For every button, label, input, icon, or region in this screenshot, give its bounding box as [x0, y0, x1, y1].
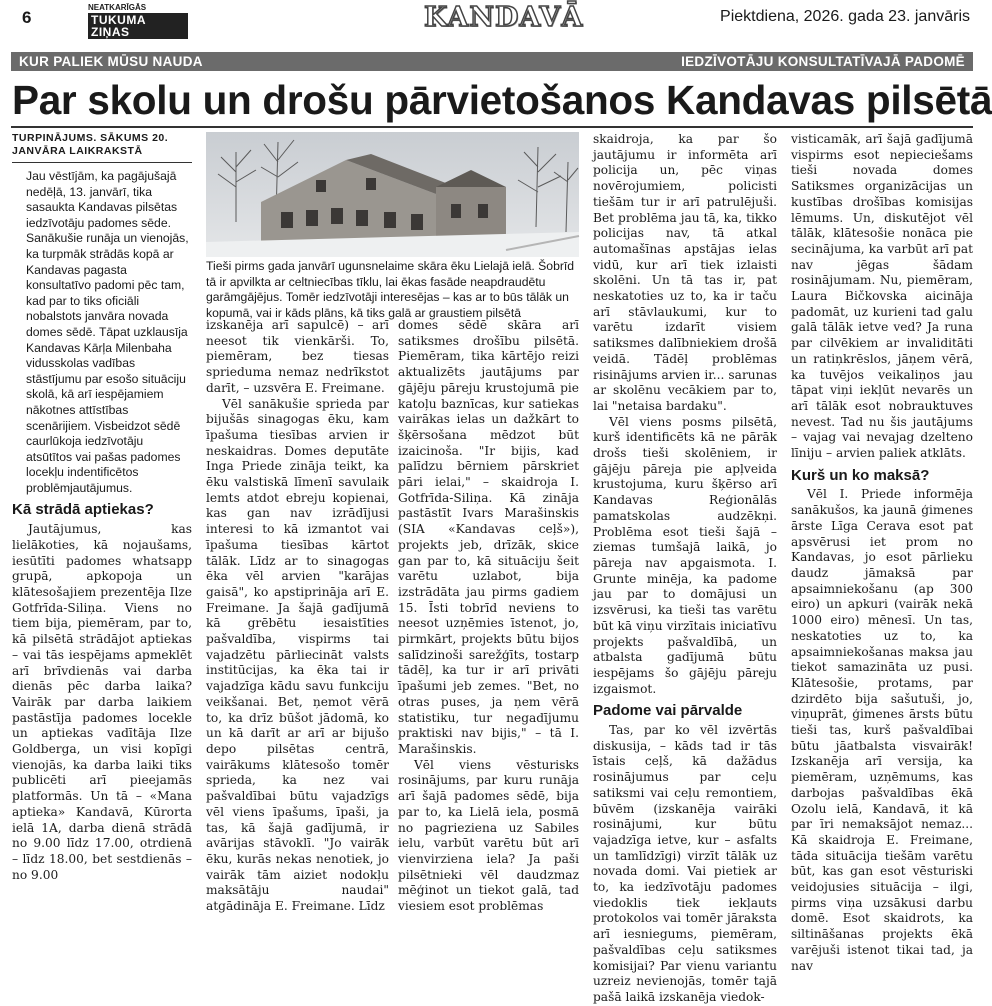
article-column-4 [593, 132, 777, 1004]
burned-building-photo [206, 132, 579, 257]
subheading-who-pays: Kurš un ko maksā? [791, 466, 930, 484]
page-header [0, 0, 984, 39]
paragraph: Jautājumus, kas lielākoties, kā nojaušams, iesūtīti padomes whatsapp grupā, apkopoja un klātesošajiem prezentēja Ilze Gotfrīda-Siliņa. Viens no tiem bija, piemēram, par to, kā pilsētā strādājot aptiekas – vai tās iespējams apmeklēt arī brīvdienās vai darba dienās pēc darba laika? Vairāk par darba laikiem pastāstīja padomes locekle un aptiekas vadītāja Ilze Goldberga, un visi kopīgi vienojās, ka darba laiki tiks publicēti arī pieejamās platformās. Un tā – «Mana aptieka» Kandavā, Kūrorta ielā 1A, darba dienā strādā no 9.00 līdz 17.00, otrdienā – līdz 18.00, bet sestdienās – no 9.00 [12, 522, 192, 882]
newspaper-masthead [88, 3, 188, 39]
photo-caption: Tieši pirms gada janvārī ugunsnelaime skāra ēku Lielajā ielā. Šobrīd tā ir apvilkta ar celtniecības tīklu, lai ēkas fasāde neapdraudētu garāmgājējus. Tomēr iedzīvotāji interesējas – kas ar to būs tālāk un kopumā, vai ir kāds plāns, kā tiks galā ar graustiem pilsētā [206, 259, 575, 320]
rubric-bar [11, 52, 973, 71]
paragraph: Vēl I. Priede informēja sanākušos, ka jaunā ģimenes ārste Līga Cerava esot pat apsvērusi iet prom no Kandavas, jo esot pārlieku daudz jāmaksā par apsaimniekošanu (ap 300 eiro) un apkuri (vairāk nekā 1000 eiro) mēnesī. Un tas, neskatoties uz to, ka apsaimniekošanas maksa jau tiekot samazināta uz pusi. Klātesošie, protams, par dzirdēto bija sašutuši, jo, viņuprāt, ģimenes ārsts būtu tieši tas, kurš pašvaldībai būtu jāatbalsta visvairāk! Izskanēja arī versija, ka piemēram, uzņēmums, kas darbojas pašvaldības ēkā Ozolu ielā, Kandavā, it kā par īri nemaksājot nemaz... Kā skaidroja E. Freimane, tāda situācija tiešām varētu būt, kas gan esot vēsturiski veidojusies situācija – ilgi, pirms viņa uzsākusi darbu domē. Esot skaidrots, ka siltināšanas projekts ēkā varējuši istenot tikai tad, ja nav [791, 487, 973, 973]
article-column-3 [398, 318, 579, 914]
masthead-title: TUKUMA ZIŅAS [88, 13, 188, 39]
paragraph: Vēl viens vēsturisks rosinājums, par kuru runāja arī šajā padomes sēdē, bija par to, ka Lielā iela, posmā no pagrieziena uz Sabiles ielu, varbūt varētu būt arī vienvirziena iela? Ja paši pilsētnieki vēl daudzmaz mēģinot un tiekot galā, tad viesiem esot problēmas [398, 757, 579, 914]
article-photo [206, 132, 579, 257]
article-column-2 [206, 318, 389, 914]
masthead-small-text: NEATKARĪGĀS [88, 3, 147, 12]
paragraph: domes sēdē skāra arī satiksmes drošību pilsētā. Piemēram, tika kārtējo reizi aktualizēts jautājums par gājēju pāreju krustojumā pie katoļu baznīcas, kur satiekas vairākas ielas un dažkārt to šķērsošana mēdzot būt izaicinoša. "Ir bijis, kad palīdzu bērniem pārskriet pāri ielai," – skaidroja I. Gotfrīda-Siliņa. Kā zināja pastāstīt Ivars Marašinskis (SIA «Kandavas ceļš»), projekts jeb, drīzāk, skice gan par to, kā situāciju šeit varētu uzlabot, bija izstrādāta jau pirms gadiem 15. Īsti tobrīd neviens to neesot uzņēmies īstenot, jo, pirmkārt, projekts būtu bijos salīdzinoši sarežģīts, tostarp tādēļ, ka tur ir arī privāti īpašumi jeb zemes. "Bet, no otras puses, ja ņem vērā statistiku, tur negadījumu praktiski nav bijis," – tā I. Marašinskis. [398, 318, 579, 756]
article-column-5 [791, 132, 973, 973]
rubric-left: KUR PALIEK MŪSU NAUDA [19, 54, 203, 69]
subheading-pharmacies: Kā strādā aptiekas? [12, 501, 154, 519]
article-intro [12, 169, 192, 496]
paragraph: Vēl sanākušie sprieda par bijušās sinagogas ēku, kam īpašuma tiesības arvien ir neskaidras. Domes deputāte Inga Priede zināja teikt, ka ēku valstiskā līmenī savulaik lemts atdot ebreju kopienai, kas gan nav izrādījusi interesi to kā izmantot vai īpašuma tiesības kārtot tālāk. Līdz ar to sinagogas ēka vēl arvien "karājas gaisā", ko apstiprināja arī E. Freimane. Ja šajā gadījumā kā grēbētu iesaistīties pašvaldība, vispirms tai vajadzētu pārliecināt valsts institūcijas, ka ēka tai ir vajadzīga kādu savu funkciju veikšanai. Bet, ņemot vērā to, ka drīz būšot jādomā, ko un kā darīt ar arī ar bijušo depo pilsētas centrā, vairākums klātesošo tomēr sprieda, ka nez vai pašvaldībai būtu vajadzīgs vēl viens īpašums, īpaši, ja tas, kā šajā gadījumā, ir avārijas stāvoklī. "Jo vairāk ēku, kurās nekas nenotiek, jo vairāk tām aiziet nodokļu maksātāju naudai" atgādināja E. Freimane. Līdz [206, 396, 389, 914]
paragraph: Tas, par ko vēl izvērtās diskusija, – kāds tad ir tās īstais ceļš, kā dažādus rosinājumus par ceļu satiksmi vai ceļu remontiem, būvēm (izskanēja vairāki rosinājumi, kur būtu vajadzīga ietve, kur – asfalts un tamlīdzīgi) virzīt tālāk uz novada domi. Vai pietiek ar to, ka iedzīvotāju padomes viedoklis tiek iekļauts protokolos vai tomēr jāraksta arī iesniegums, piemēram, pašvaldības ceļu satiksmes komisijai? Par vienu variantu uzreiz nevienojās, tomēr tajā pašā laikā izskanēja viedok- [593, 723, 777, 1004]
paragraph: visticamāk, arī šajā gadījumā vispirms esot nepieciešams tieši novada domes Satiksmes organizācijas un kustības drošības komisijas lēmums. Un, diskutējot vēl tālāk, klātesošie nonāca pie secinājuma, ka varbūt arī pat nav jēgas šādam rosinājumam. Nu, piemēram, Laura Bičkovska aicināja padomāt, uz kurieni tad galu galā tālāk ietve ved? Ja runa par cilvēkiem ar invaliditāti un ratiņkrēslos, jāņem vērā, ka tuvējos veikaliņos jau tāpat viņi iekļūt nevarēs un arī tālāk esot nobrauktuves nevest. Tad nu šis jautājums – vajag vai nevajag dzelteno līniju – arvien paliek atklāts. [791, 132, 973, 461]
article-headline: Par skolu un drošu pārvietošanos Kandavas pilsētā [12, 77, 992, 123]
rubric-right: IEDZĪVOTĀJU KONSULTATĪVAJĀ PADOMĒ [681, 54, 965, 69]
article-column-1 [12, 132, 192, 882]
page-number: 6 [22, 8, 32, 27]
subheading-council: Padome vai pārvalde [593, 702, 743, 720]
intro-text: Jau vēstījām, ka pagājušajā nedēļā, 13. janvārī, tika sasaukta Kandavas pilsētas iedzīvotāju padomes sēde. Sanākušie runāja un vienojās, ka turpmāk strādās kopā ar Kandavas pagasta konsultatīvo padomi pēc tam, kad par to tiks oficiāli nobalstots janvāra novada domes sēdē. Tāpat uzklausīja Kandavas Kārļa Milenbaha vidusskolas vadības stāstījumu par esošo situāciju skolā, kā arī iespējamiem nākotnes attīstības scenārijiem. Visbeidzot sēdē caurlūkoja iedzīvotāju atsūtītos vai pašas padomes locekļu indentificētos problēmjautājumus. [26, 169, 189, 495]
headline-divider [11, 126, 973, 128]
issue-date: Piektdiena, 2026. gada 23. janvāris [720, 8, 970, 25]
section-logo: KANDAVĀ [424, 2, 584, 33]
paragraph: skaidroja, ka par šo jautājumu ir informēta arī policija un, pēc viņas novērojumiem, policisti tiešām tur ir arī patrulējuši. Bet problēma jau tā, ka, tikko policijas nav, tā atkal automašīnas apstājas ielas vidū, kur arī tiek izlaisti skolēni. Un tā tas ir, pat neskatoties uz to, ka ir taču arī stāvlaukumi, kur to varētu izdarīt visiem satiksmes dalībniekiem drošā veidā. Tādēļ problēmas risinājums arvien ir... sarunas ar skolēnu vecākiem par to, lai "netaisa bardaku". [593, 132, 777, 413]
paragraph: izskanēja arī sapulcē) – arī neesot tik vienkārši. To, piemēram, bez tiesas sprieduma nemaz nedrīkstot darīt, – uzsvēra E. Freimane. [206, 318, 389, 395]
continuation-note: TURPINĀJUMS. SĀKUMS 20. JANVĀRA LAIKRAKSTĀ [12, 132, 192, 163]
paragraph: Vēl viens posms pilsētā, kurš identificēts kā ne pārāk drošs tieši skolēniem, ir gājēju pāreja pie apļveida krustojuma, kuru šķērso arī Kandavas Reģionālās pamatskolas audzēkņi. Problēma esot tieši šajā – ziemas tumšajā laikā, jo pāreja nav apgaismota. I. Grunte minēja, ka padome jau par to domājusi un izsvērusi, ka tieši tas varētu būt kā viņu virzītais iniciatīvu projekts pašvaldībā, un atbalsta gadījumā būtu iespējams šo gājēju pāreju izgaismot. [593, 414, 777, 696]
